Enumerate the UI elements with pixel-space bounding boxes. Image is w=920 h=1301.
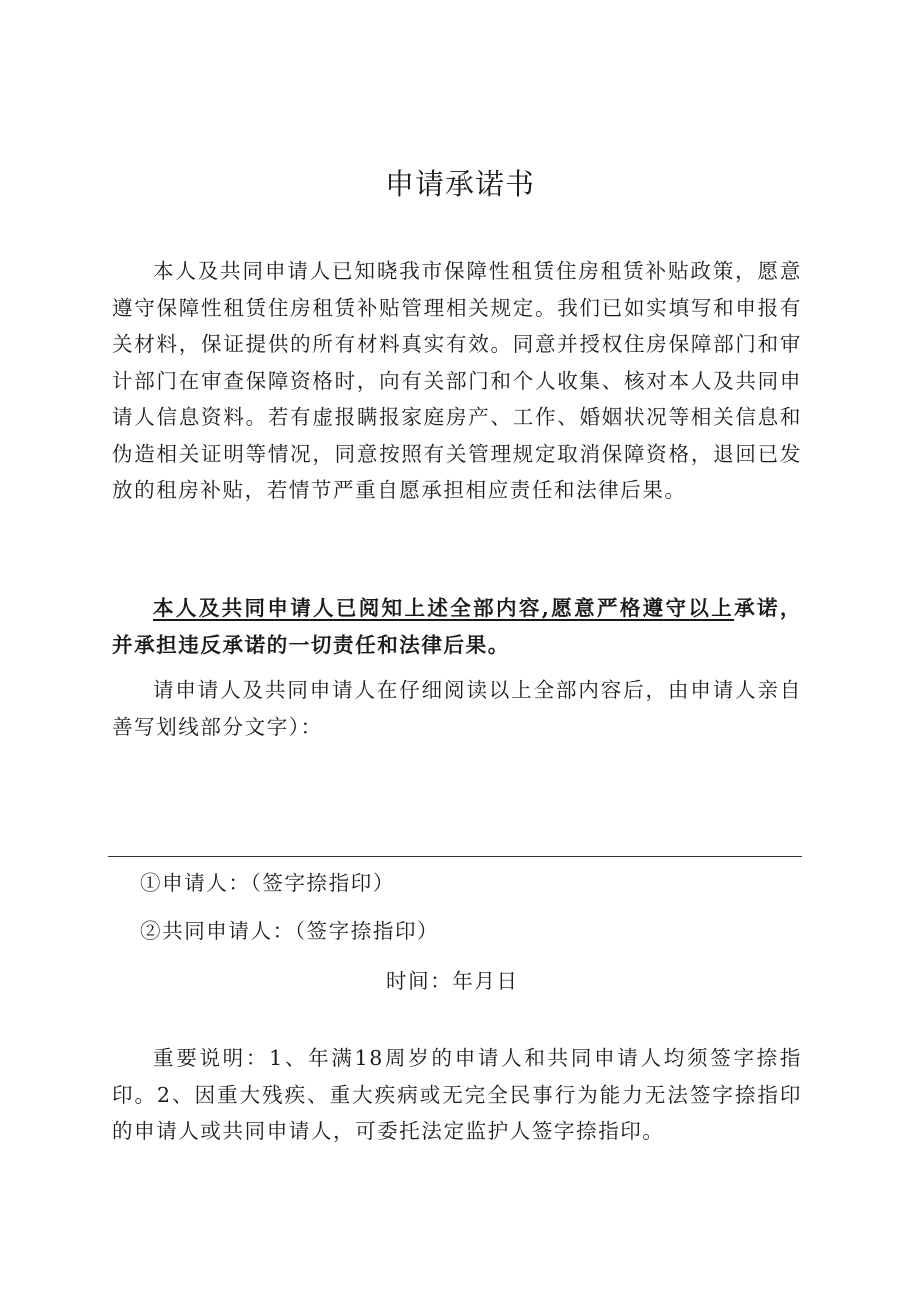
handwriting-line [108,856,802,857]
signing-instruction: 请申请人及共同申请人在仔细阅读以上全部内容后，由申请人亲自善写划线部分文字）： [112,678,802,739]
commitment-underlined-text: 本人及共同申请人已阅知上述全部内容,愿意严格遵守以上 [153,596,735,620]
commitment-statement [112,590,802,663]
page-title: 申请承诺书 [384,167,535,201]
commitment-rest-text: 承诺，并承担违反承诺的一切责任和法律后果。 [112,596,802,657]
co-applicant-signature-label: ②共同申请人：（签字捺指印） [140,919,440,943]
declaration-paragraph: 本人及共同申请人已知晓我市保障性租赁住房租赁补贴政策，愿意遵守保障性租赁住房租赁补贴管理相关规定。我们已如实填写和申报有关材料，保证提供的所有材料真实有效。同意并授权住房保障部门和审计部门在审查保障资格时，向有关部门和个人收集、核对本人及共同申请人信息资料。若有虚报瞒报家庭房产、工作、婚姻状况等相关信息和伪造相关证明等情况，同意按照有关管理规定取消保障资格，退回已发放的租房补贴，若情节严重自愿承担相应责任和法律后果。 [112,259,802,502]
important-note: 重要说明：1、年满18周岁的申请人和共同申请人均须签字捺指印。2、因重大残疾、重大疾病或无完全民事行为能力无法签字捺指印的申请人或共同申请人，可委托法定监护人签字捺指印。 [112,1046,802,1143]
date-label: 时间：年月日 [386,969,519,993]
applicant-signature-label: ①申请人：（签字捺指印） [140,871,395,895]
